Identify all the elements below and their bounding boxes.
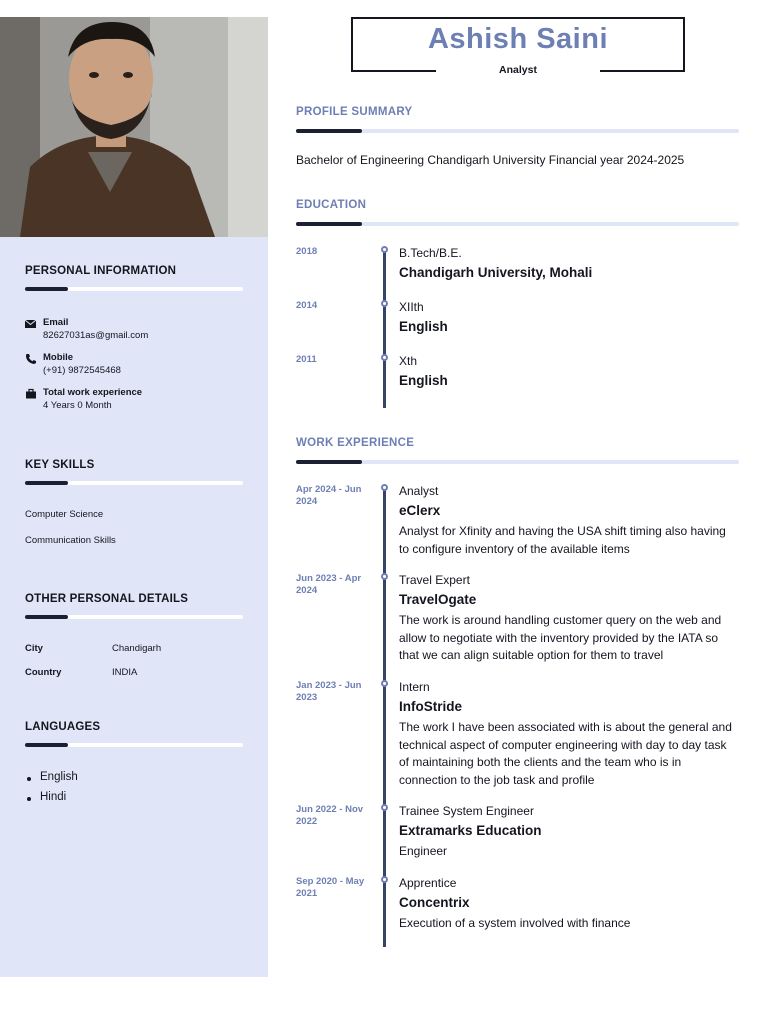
work-role: Analyst bbox=[399, 484, 439, 498]
country-label: Country bbox=[25, 667, 62, 678]
education-section bbox=[296, 199, 739, 226]
candidate-name: Ashish Saini bbox=[427, 23, 609, 55]
work-role: Trainee System Engineer bbox=[399, 804, 534, 818]
briefcase-icon bbox=[25, 388, 37, 400]
phone-icon bbox=[25, 353, 37, 365]
skill-item: Communication Skills bbox=[25, 535, 116, 546]
work-role: Apprentice bbox=[399, 876, 457, 890]
languages-section bbox=[25, 721, 243, 811]
language-item: English bbox=[25, 771, 243, 783]
key-skills-title: KEY SKILLS bbox=[25, 459, 95, 471]
country-value: INDIA bbox=[112, 667, 138, 678]
work-description: The work I have been associated with is about the general and technical aspect of computer engineering with day to day task of maintaining both the clients and the team who is in connection to the job task and profile bbox=[399, 720, 732, 787]
timeline-dot-icon bbox=[381, 876, 388, 883]
work-description: Analyst for Xfinity and having the USA shift timing also having to configure inventory of the available items bbox=[399, 524, 726, 556]
profile-photo bbox=[0, 17, 268, 237]
timeline-dot-icon bbox=[381, 804, 388, 811]
other-details-title: OTHER PERSONAL DETAILS bbox=[25, 593, 189, 605]
language-item: Hindi bbox=[25, 791, 243, 803]
work-date: Apr 2024 - Jun 2024 bbox=[296, 484, 362, 507]
education-timeline-line bbox=[383, 250, 386, 408]
education-title: EDUCATION bbox=[296, 199, 367, 211]
section-divider bbox=[296, 129, 739, 133]
work-company: TravelOgate bbox=[399, 592, 477, 607]
education-degree: B.Tech/B.E. bbox=[399, 246, 462, 260]
education-institute: English bbox=[399, 319, 448, 334]
education-date: 2014 bbox=[296, 300, 318, 311]
work-experience-section bbox=[296, 437, 739, 464]
timeline-dot-icon bbox=[381, 484, 388, 491]
candidate-role: Analyst bbox=[499, 64, 537, 76]
section-divider bbox=[25, 287, 243, 291]
education-institute: Chandigarh University, Mohali bbox=[399, 265, 593, 280]
section-divider bbox=[25, 615, 243, 619]
mobile-label: Mobile bbox=[43, 352, 74, 363]
personal-information-section bbox=[25, 265, 243, 422]
work-date: Jun 2023 - Apr 2024 bbox=[296, 573, 362, 596]
personal-information-title: PERSONAL INFORMATION bbox=[25, 265, 177, 277]
email-value[interactable]: 82627031as@gmail.com bbox=[43, 330, 149, 341]
timeline-dot-icon bbox=[381, 573, 388, 580]
city-label: City bbox=[25, 643, 43, 654]
key-skills-section bbox=[25, 459, 243, 561]
education-degree: XIIth bbox=[399, 300, 424, 314]
profile-summary-text: Bachelor of Engineering Chandigarh University Financial year 2024-2025 bbox=[296, 153, 685, 167]
email-label: Email bbox=[43, 317, 69, 328]
education-date: 2018 bbox=[296, 246, 318, 257]
city-value: Chandigarh bbox=[112, 643, 162, 654]
profile-summary-title: PROFILE SUMMARY bbox=[296, 106, 413, 118]
mobile-contact bbox=[25, 352, 243, 376]
other-details-section bbox=[25, 593, 243, 691]
education-institute: English bbox=[399, 373, 448, 388]
work-description: The work is around handling customer query on the web and allow to negotiate with the inventory provided by the IATA so that we can align suitable option for them to travel bbox=[399, 613, 722, 662]
work-date: Sep 2020 - May 2021 bbox=[296, 876, 365, 899]
timeline-dot-icon bbox=[381, 680, 388, 687]
country-row bbox=[25, 667, 243, 678]
education-degree: Xth bbox=[399, 354, 418, 368]
mobile-value[interactable]: (+91) 9872545468 bbox=[43, 365, 121, 376]
envelope-icon bbox=[25, 318, 37, 330]
profile-summary-section bbox=[296, 106, 739, 133]
section-divider bbox=[296, 460, 739, 464]
experience-value: 4 Years 0 Month bbox=[43, 400, 112, 411]
timeline-dot-icon bbox=[381, 354, 388, 361]
work-experience-title: WORK EXPERIENCE bbox=[296, 437, 415, 449]
city-row bbox=[25, 643, 243, 654]
role-label-wrap bbox=[436, 60, 600, 80]
languages-title: LANGUAGES bbox=[25, 721, 101, 733]
work-company: Concentrix bbox=[399, 895, 470, 910]
email-contact bbox=[25, 317, 243, 341]
skill-item: Computer Science bbox=[25, 509, 104, 520]
section-divider bbox=[25, 743, 243, 747]
work-company: InfoStride bbox=[399, 699, 462, 714]
language-list bbox=[25, 771, 243, 803]
timeline-dot-icon bbox=[381, 300, 388, 307]
work-role: Intern bbox=[399, 680, 430, 694]
work-company: eClerx bbox=[399, 503, 441, 518]
person-photo-icon bbox=[0, 17, 268, 237]
section-divider bbox=[296, 222, 739, 226]
work-description: Execution of a system involved with finance bbox=[399, 916, 631, 930]
work-date: Jan 2023 - Jun 2023 bbox=[296, 680, 362, 703]
experience-label: Total work experience bbox=[43, 387, 143, 398]
work-date: Jun 2022 - Nov 2022 bbox=[296, 804, 364, 827]
education-date: 2011 bbox=[296, 354, 317, 365]
section-divider bbox=[25, 481, 243, 485]
work-description: Engineer bbox=[399, 844, 448, 858]
experience-contact bbox=[25, 387, 243, 411]
timeline-dot-icon bbox=[381, 246, 388, 253]
work-role: Travel Expert bbox=[399, 573, 470, 587]
work-company: Extramarks Education bbox=[399, 823, 542, 838]
